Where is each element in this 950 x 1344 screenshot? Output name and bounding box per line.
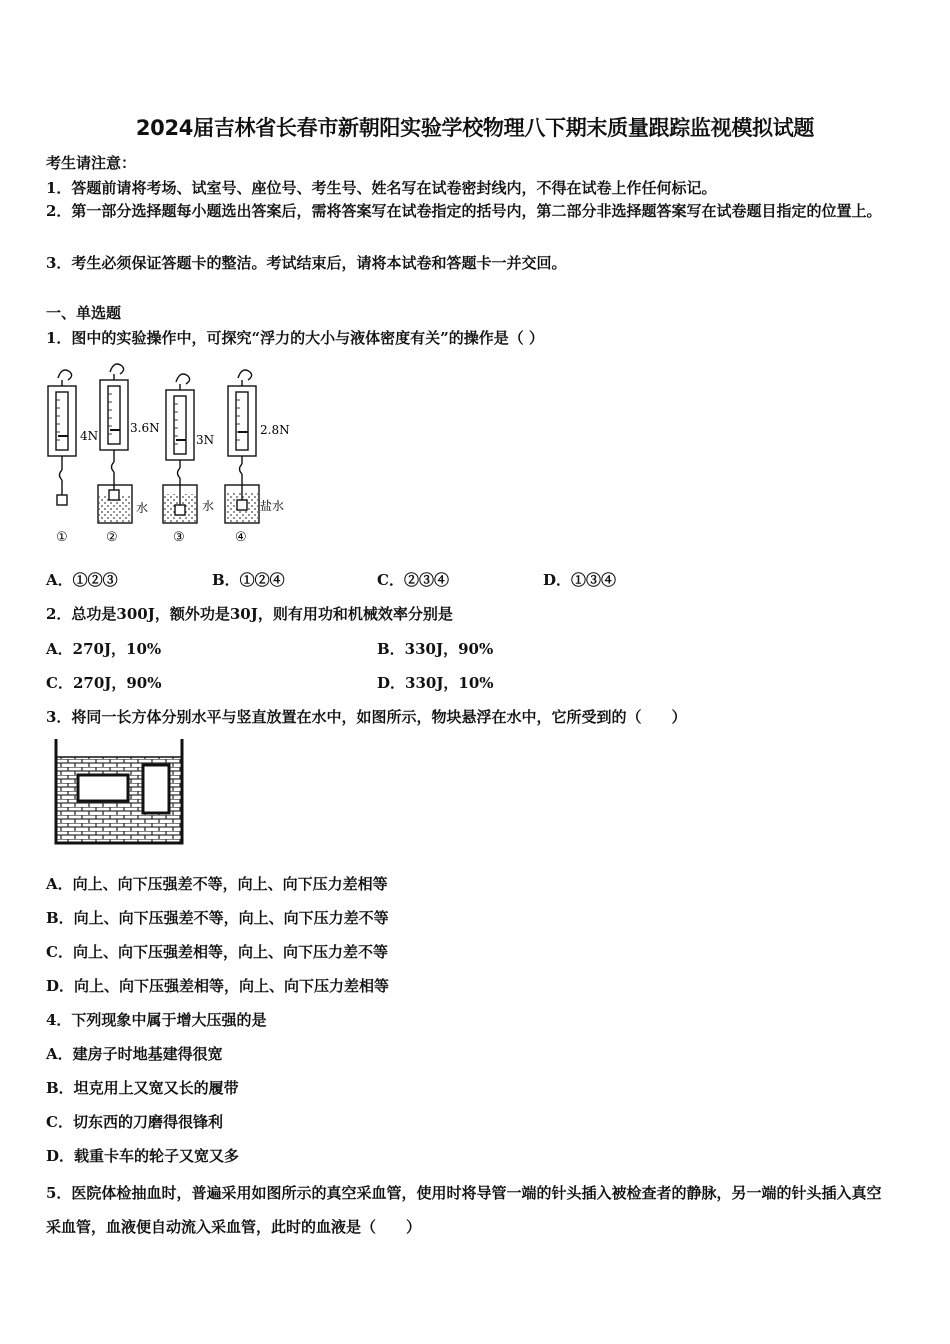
q5-stem: 5．医院体检抽血时，普遍采用如图所示的真空采血管，使用时将导管一端的针头插入被检查者的静脉，另一端的针头插入真空采血管，血液便自动流入采血管，此时的血液是（ ） — [46, 1184, 882, 1236]
label-2: ② — [106, 530, 118, 545]
reading-2: 3.6N — [130, 421, 160, 435]
q1-option-c[interactable]: C．②③④ — [377, 571, 449, 589]
q4-stem: 4．下列现象中属于增大压强的是 — [46, 1011, 267, 1029]
q1-figure-spring-scales — [40, 360, 310, 550]
q3-stem: 3．将同一长方体分别水平与竖直放置在水中，如图所示，物块悬浮在水中，它所受到的（ ） — [46, 708, 687, 726]
q4-option-a[interactable]: A．建房子时地基建得很宽 — [46, 1045, 223, 1063]
page-title: 2024届吉林省长春市新朝阳实验学校物理八下期末质量跟踪监视模拟试题 — [135, 116, 815, 140]
q4-option-c[interactable]: C．切东西的刀磨得很锋利 — [46, 1113, 223, 1131]
q3-option-a[interactable]: A．向上、向下压强差不等，向上、向下压力差相等 — [46, 875, 388, 893]
reading-3: 3N — [196, 433, 215, 447]
spring-scale-4 — [225, 370, 259, 523]
reading-1: 4N — [80, 429, 99, 443]
notice-heading: 考生请注意： — [46, 154, 137, 172]
label-3: ③ — [173, 530, 185, 545]
liquid-3: 水 — [202, 499, 215, 513]
q4-option-d[interactable]: D．载重卡车的轮子又宽又多 — [46, 1147, 240, 1165]
q2-option-c[interactable]: C．270J，90% — [46, 674, 162, 692]
notice-item-2: 2．第一部分选择题每小题选出答案后，需将答案写在试卷指定的括号内，第二部分非选择题答案写在试卷题目指定的位置上。 — [46, 202, 882, 220]
section-heading: 一、单选题 — [46, 304, 122, 322]
horizontal-block — [78, 775, 128, 801]
q1-option-b[interactable]: B．①②④ — [212, 571, 285, 589]
q1-option-d[interactable]: D．①③④ — [543, 571, 617, 589]
notice-item-1: 1．答题前请将考场、试室号、座位号、考生号、姓名写在试卷密封线内，不得在试卷上作任何标记。 — [46, 179, 717, 197]
reading-4: 2.8N — [260, 423, 290, 437]
q2-option-a[interactable]: A．270J，10% — [46, 640, 162, 658]
spring-scale-3 — [163, 374, 197, 523]
q2-stem: 2．总功是300J，额外功是30J，则有用功和机械效率分别是 — [46, 605, 453, 623]
liquid-2: 水 — [136, 501, 149, 515]
q4-option-b[interactable]: B．坦克用上又宽又长的履带 — [46, 1079, 239, 1097]
label-4: ④ — [235, 530, 247, 545]
q3-figure-water-tank — [50, 735, 188, 847]
notice-item-3: 3．考生必须保证答题卡的整洁。考试结束后，请将本试卷和答题卡一并交回。 — [46, 254, 567, 272]
spring-scale-2 — [98, 364, 132, 523]
q2-option-b[interactable]: B．330J，90% — [377, 640, 494, 658]
spring-scale-1 — [48, 370, 76, 505]
q3-option-b[interactable]: B．向上、向下压强差不等，向上、向下压力差不等 — [46, 909, 389, 927]
q1-stem: 1．图中的实验操作中，可探究“浮力的大小与液体密度有关”的操作是（ ） — [46, 329, 544, 347]
q3-option-d[interactable]: D．向上、向下压强差相等，向上、向下压力差相等 — [46, 977, 390, 995]
label-1: ① — [56, 530, 68, 545]
q3-option-c[interactable]: C．向上、向下压强差相等，向上、向下压力差不等 — [46, 943, 388, 961]
q2-option-d[interactable]: D．330J，10% — [377, 674, 494, 692]
vertical-block — [143, 765, 169, 813]
q1-option-a[interactable]: A．①②③ — [46, 571, 118, 589]
liquid-4: 盐水 — [260, 499, 285, 513]
